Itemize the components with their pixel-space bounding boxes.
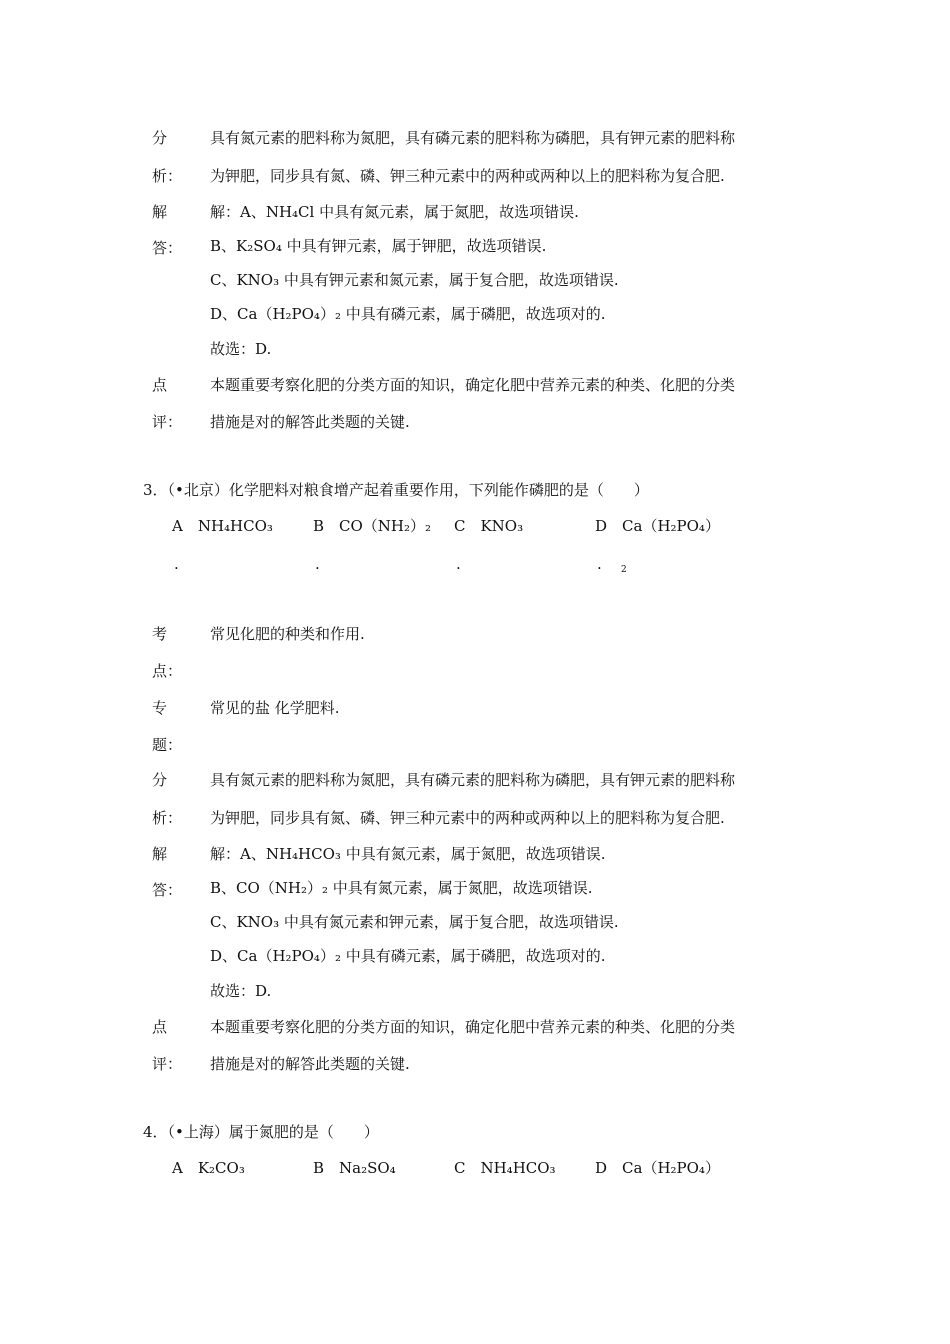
analysis-text: 为钾肥，同步具有氮、磷、钾三种元素中的两种或两种以上的肥料称为复合肥.	[210, 809, 725, 827]
answer-text: B、CO（NH₂）₂ 中具有氮元素，属于氮肥，故选项错误.	[210, 879, 593, 897]
option-c-dot: .	[456, 555, 461, 573]
option-d-subscript: 2	[621, 565, 627, 575]
answer-text: 故选：D.	[210, 340, 272, 358]
label-dianping-1: 点	[152, 376, 168, 394]
label-dianping-2: 评：	[152, 413, 183, 431]
label-jieda-1: 解	[152, 845, 168, 863]
answer-text: B、K₂SO₄ 中具有钾元素，属于钾肥，故选项错误.	[210, 237, 547, 255]
label-zhuanti-1: 专	[152, 699, 168, 717]
label-jieda-2: 答：	[152, 881, 183, 899]
answer-text: C、KNO₃ 中具有氮元素和钾元素，属于复合肥，故选项错误.	[210, 913, 619, 931]
analysis-text: 为钾肥，同步具有氮、磷、钾三种元素中的两种或两种以上的肥料称为复合肥.	[210, 167, 725, 185]
option-b-dot: .	[315, 555, 320, 573]
label-kaodian-1: 考	[152, 625, 168, 643]
answer-text: D、Ca（H₂PO₄）₂ 中具有磷元素，属于磷肥，故选项对的.	[210, 947, 606, 965]
answer-text: 解：A、NH₄Cl 中具有氮元素，属于氮肥，故选项错误.	[210, 203, 579, 221]
option-c: C KNO₃	[454, 517, 524, 535]
label-fenxi-2: 析：	[152, 809, 183, 827]
answer-text: 故选：D.	[210, 982, 272, 1000]
label-kaodian-2: 点：	[152, 662, 183, 680]
zhuanti-text: 常见的盐 化学肥料.	[210, 699, 340, 717]
option-a: A NH₄HCO₃	[172, 517, 273, 535]
comment-text: 本题重要考察化肥的分类方面的知识，确定化肥中营养元素的种类、化肥的分类	[210, 376, 736, 394]
option-a-dot: .	[174, 555, 179, 573]
label-zhuanti-2: 题：	[152, 736, 183, 754]
label-fenxi-1: 分	[152, 771, 168, 789]
option-a: A K₂CO₃	[172, 1159, 245, 1177]
option-d-dot: .	[597, 555, 602, 573]
label-jieda-1: 解	[152, 203, 168, 221]
option-d: D Ca（H₂PO₄）	[595, 1159, 720, 1177]
analysis-text: 具有氮元素的肥料称为氮肥，具有磷元素的肥料称为磷肥，具有钾元素的肥料称	[210, 771, 736, 789]
answer-text: D、Ca（H₂PO₄）₂ 中具有磷元素，属于磷肥，故选项对的.	[210, 305, 606, 323]
kaodian-text: 常见化肥的种类和作用.	[210, 625, 365, 643]
label-jieda-2: 答：	[152, 239, 183, 257]
comment-text: 措施是对的解答此类题的关键.	[210, 413, 410, 431]
option-d: D Ca（H₂PO₄）	[595, 517, 720, 535]
label-dianping-1: 点	[152, 1018, 168, 1036]
question-title: 3．（•北京）化学肥料对粮食增产起着重要作用，下列能作磷肥的是（ ）	[143, 481, 649, 499]
label-fenxi-1: 分	[152, 129, 168, 147]
analysis-text: 具有氮元素的肥料称为氮肥，具有磷元素的肥料称为磷肥，具有钾元素的肥料称	[210, 129, 736, 147]
question-title: 4．（•上海）属于氮肥的是（ ）	[143, 1123, 379, 1141]
comment-text: 本题重要考察化肥的分类方面的知识，确定化肥中营养元素的种类、化肥的分类	[210, 1018, 736, 1036]
label-dianping-2: 评：	[152, 1055, 183, 1073]
option-b: B CO（NH₂）₂	[313, 517, 432, 535]
label-fenxi-2: 析：	[152, 167, 183, 185]
answer-text: 解：A、NH₄HCO₃ 中具有氮元素，属于氮肥，故选项错误.	[210, 845, 606, 863]
comment-text: 措施是对的解答此类题的关键.	[210, 1055, 410, 1073]
option-b: B Na₂SO₄	[313, 1159, 396, 1177]
option-c: C NH₄HCO₃	[454, 1159, 556, 1177]
answer-text: C、KNO₃ 中具有钾元素和氮元素，属于复合肥，故选项错误.	[210, 271, 619, 289]
